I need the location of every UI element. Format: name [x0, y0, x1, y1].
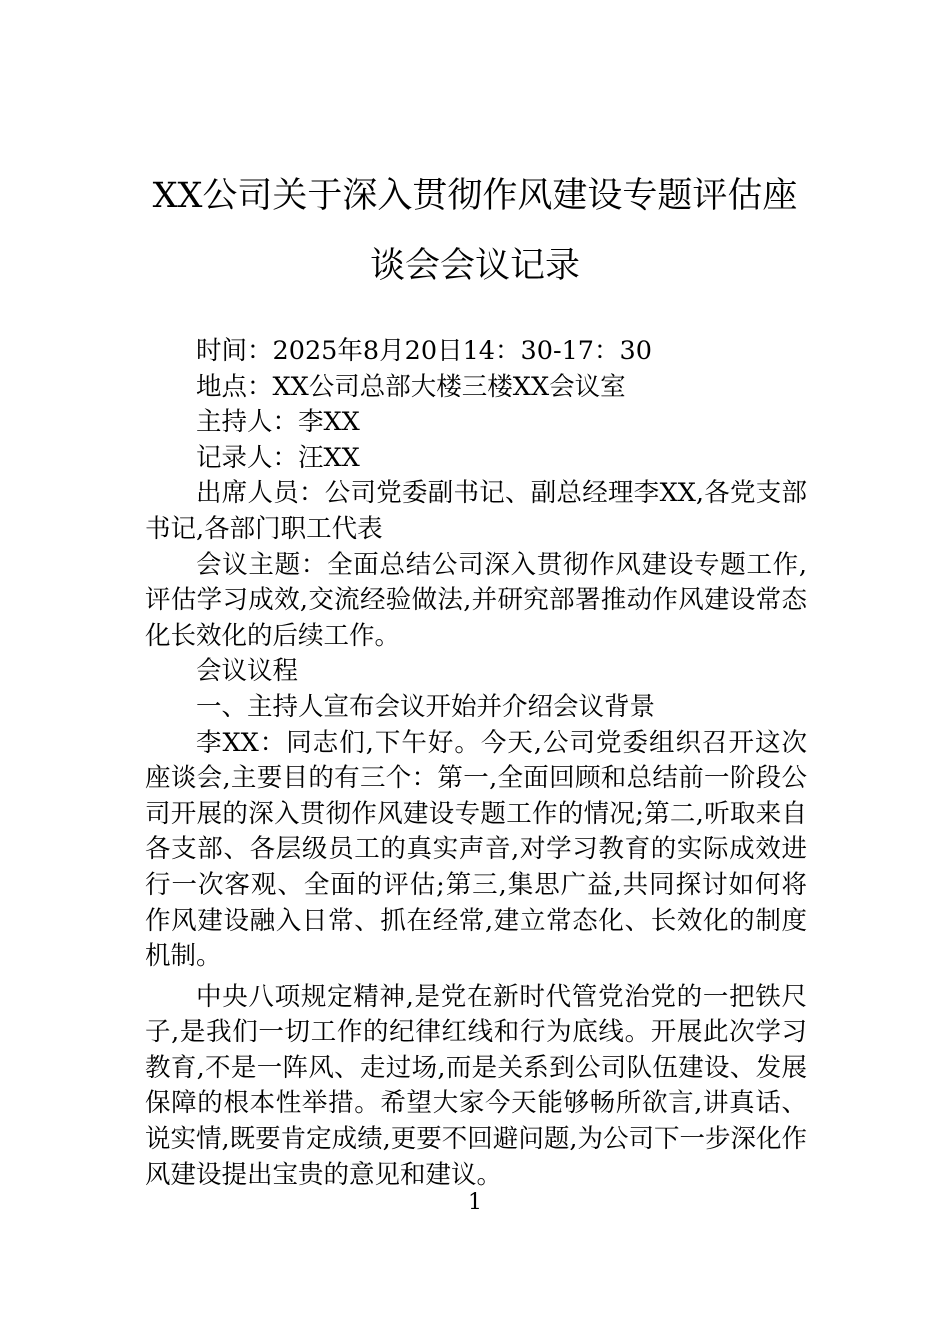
meeting-attendees: 出席人员：公司党委副书记、副总经理李XX,各党支部书记,各部门职工代表 [145, 478, 807, 544]
section-1-heading: 一、主持人宣布会议开始并介绍会议背景 [196, 691, 656, 722]
page-number: 1 [468, 1190, 482, 1215]
host-opening-paragraph: 李XX：同志们,下午好。今天,公司党委组织召开这次座谈会,主要目的有三个：第一,全面回顾和总结前一阶段公司开展的深入贯彻作风建设专题工作的情况;第二,听取来自各支部、各层级员工的真实声音,对学习教育的实际成效进行一次客观、全面的评估;第三,集思广益,共同探讨如何将作风建设融入日常、抓在经常,建立常态化、长效化的制度机制。 [145, 727, 807, 972]
meeting-time: 时间：2025年8月20日14：30-17：30 [196, 336, 652, 366]
document-body [145, 334, 807, 1193]
eight-rules-paragraph: 中央八项规定精神,是党在新时代管党治党的一把铁尺子,是我们一切工作的纪律红线和行为底线。开展此次学习教育,不是一阵风、走过场,而是关系到公司队伍建设、发展保障的根本性举措。希望大家今天能够畅所欲言,讲真话、说实情,既要肯定成绩,更要不回避问题,为公司下一步深化作风建设提出宝贵的意见和建议。 [145, 981, 807, 1190]
document-title-line-1: XX公司关于深入贯彻作风建设专题评估座 [152, 176, 798, 216]
meeting-location: 地点：XX公司总部大楼三楼XX会议室 [196, 371, 626, 402]
meeting-host: 主持人：李XX [196, 407, 360, 438]
document-title-line-2: 谈会会议记录 [369, 246, 580, 286]
agenda-heading: 会议议程 [196, 656, 299, 687]
meeting-theme: 会议主题：全面总结公司深入贯彻作风建设专题工作,评估学习成效,交流经验做法,并研究部署推动作风建设常态化长效化的后续工作。 [145, 549, 807, 651]
meeting-recorder: 记录人：汪XX [196, 442, 360, 473]
